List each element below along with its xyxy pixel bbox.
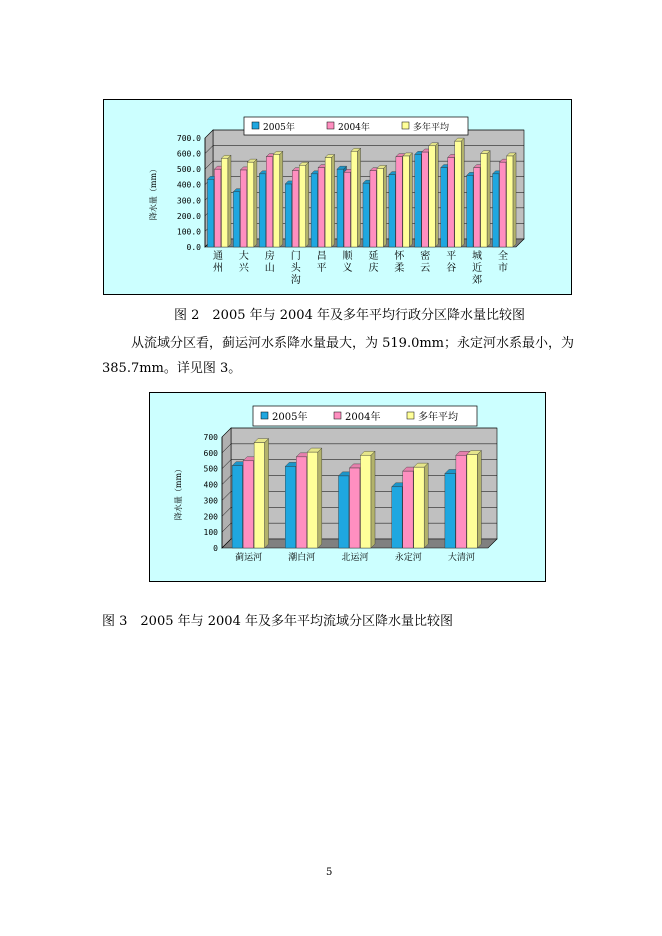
x-tick-label: 州 [212,263,223,274]
x-tick-label: 房 [264,251,275,262]
bar-front [361,455,372,548]
district-chart-svg [104,100,573,296]
bar-front [370,171,377,247]
bar-front [339,476,350,548]
bar-side [383,165,386,247]
bar-front [285,184,292,247]
bar-side [409,153,412,247]
bar [254,439,269,548]
bar-side [477,450,481,548]
bar-side [280,151,283,247]
bar [377,165,387,247]
bar-front [474,168,481,247]
bar-front [481,154,488,247]
bar-front [233,192,240,247]
y-tick-label: 0.0 [186,243,201,252]
x-tick-label: 门 [290,251,301,262]
bar-front [232,466,243,548]
y-axis-label: 降水量（mm） [149,164,158,221]
x-tick-label: 密 [420,251,431,262]
bar-front [493,174,500,247]
bar-front [467,454,478,548]
x-tick-label: 北运河 [341,553,369,563]
legend [253,406,477,426]
bar-front [350,468,361,548]
x-tick-label: 城 [472,251,483,262]
bar-front [266,157,273,247]
legend-swatch [402,122,409,129]
bar-front [429,146,436,247]
bar-side [265,439,269,548]
bar-side [332,154,335,247]
bar [351,148,360,247]
bar-side [461,138,464,247]
bar [247,159,257,247]
bar-front [422,152,429,247]
legend-label: 2004年 [345,412,381,423]
legend-swatch [261,412,268,419]
bar [221,155,231,247]
x-tick-label: 大清河 [447,553,475,563]
x-tick-label: 郊 [472,275,483,286]
x-tick-label: 延 [368,251,379,262]
bar-front [389,175,396,247]
y-tick-label: 400.0 [176,180,201,190]
x-tick-label: 柔 [394,263,405,274]
bar [361,451,376,548]
x-tick-label: 头 [290,263,301,274]
legend [244,117,468,135]
x-tick-label: 永定河 [394,553,422,563]
x-tick-label: 平 [446,251,457,262]
y-tick-label: 100 [203,528,218,538]
bar [307,448,322,548]
x-tick-label: 全 [498,251,509,262]
bar-front [403,471,414,548]
y-tick-label: 700 [203,433,218,442]
bar-front [337,169,344,247]
bar [414,463,429,548]
legend-swatch [327,122,334,129]
bar-front [507,156,513,247]
bar-side [358,148,361,247]
bar [507,153,516,247]
bar-side [318,448,322,548]
x-tick-label: 山 [264,263,275,274]
bar [455,138,465,247]
legend-label: 多年平均 [418,412,458,423]
bar-front [254,443,265,548]
page-number: 5 [326,867,333,878]
district-precipitation-chart [103,99,572,295]
x-tick-label: 昌 [316,251,327,262]
bar-front [285,466,296,548]
bar [273,151,283,247]
bar-front [307,452,318,548]
bar-front [351,151,358,247]
bar-front [403,156,410,247]
y-tick-label: 0 [213,544,218,553]
bar-front [445,473,456,548]
legend-label: 2004年 [338,123,370,133]
basin-chart-svg [150,393,547,583]
bar-front [311,174,318,247]
bar-front [299,165,306,247]
bar-front [318,168,325,247]
bar-front [377,168,384,247]
figure-3-caption: 图 3 2005 年与 2004 年及多年平均流域分区降水量比较图 [102,614,453,629]
y-tick-label: 100.0 [176,227,201,237]
bar-front [448,157,455,247]
bar-front [467,175,474,247]
x-tick-label: 平 [316,263,327,274]
paragraph-line-1: 从流域分区看，蓟运河水系降水量最大，为 519.0mm；永定河水系最小，为 [131,336,575,351]
plot-side-wall [222,428,231,548]
x-tick-label: 庆 [368,263,379,274]
y-tick-label: 500.0 [176,165,201,175]
bar [481,151,491,247]
bar-front [455,141,462,247]
y-axis-label: 降水量（mm） [174,464,183,521]
bar-front [214,169,221,247]
y-tick-label: 500 [203,464,218,474]
bar-side [487,151,490,247]
basin-precipitation-chart [149,392,546,582]
legend-swatch [407,412,414,419]
bar-front [292,171,299,247]
bar-side [306,162,309,247]
y-tick-label: 200 [203,512,218,522]
bar [429,143,439,247]
bar-front [247,162,254,247]
x-tick-label: 潮白河 [288,553,316,563]
legend-label: 多年平均 [413,123,450,133]
y-tick-label: 600.0 [176,149,201,159]
bar-side [513,153,516,247]
y-tick-label: 300.0 [176,196,201,206]
x-tick-label: 蓟运河 [235,553,263,563]
bar-front [500,162,507,247]
y-tick-label: 600 [203,448,218,458]
legend-label: 2005年 [263,123,295,133]
y-tick-label: 200.0 [176,211,201,221]
bar-front [414,467,425,548]
bar [403,153,413,247]
x-tick-label: 通 [212,251,223,262]
bar [325,154,335,247]
bar-side [424,463,428,548]
bar-side [435,143,438,247]
bar-side [371,451,375,548]
paragraph-line-2: 385.7mm。详见图 3。 [102,361,242,376]
bar-front [221,158,228,247]
x-tick-label: 兴 [238,263,249,274]
bar-front [456,455,467,548]
legend-swatch [334,412,341,419]
x-tick-label: 市 [498,263,509,274]
x-tick-label: 谷 [446,263,457,274]
bar-side [254,159,257,247]
legend-swatch [252,122,259,129]
bar-front [243,461,254,548]
y-tick-label: 700.0 [176,134,201,143]
bar-front [441,168,448,247]
y-tick-label: 300 [203,496,218,506]
y-tick-label: 400 [203,480,218,490]
bar-front [273,154,280,247]
legend-label: 2005年 [272,412,308,423]
x-tick-label: 云 [420,263,431,274]
x-tick-label: 义 [342,263,353,274]
bar-side [228,155,231,247]
bar-front [344,172,351,247]
x-tick-label: 沟 [290,275,301,286]
bar [467,450,482,548]
bar-front [296,457,307,548]
x-tick-label: 顺 [342,251,353,262]
bar-front [240,170,247,247]
bar-front [259,174,266,247]
bar [299,162,309,247]
x-tick-label: 怀 [394,251,405,262]
bar-front [392,487,403,548]
bar-front [396,157,403,247]
bar-front [207,179,214,247]
bar-front [415,154,422,247]
x-tick-label: 大 [238,251,249,262]
bar-front [325,157,332,247]
bar-front [363,183,370,247]
x-tick-label: 近 [472,263,483,274]
figure-2-caption: 图 2 2005 年与 2004 年及多年平均行政分区降水量比较图 [174,308,525,323]
